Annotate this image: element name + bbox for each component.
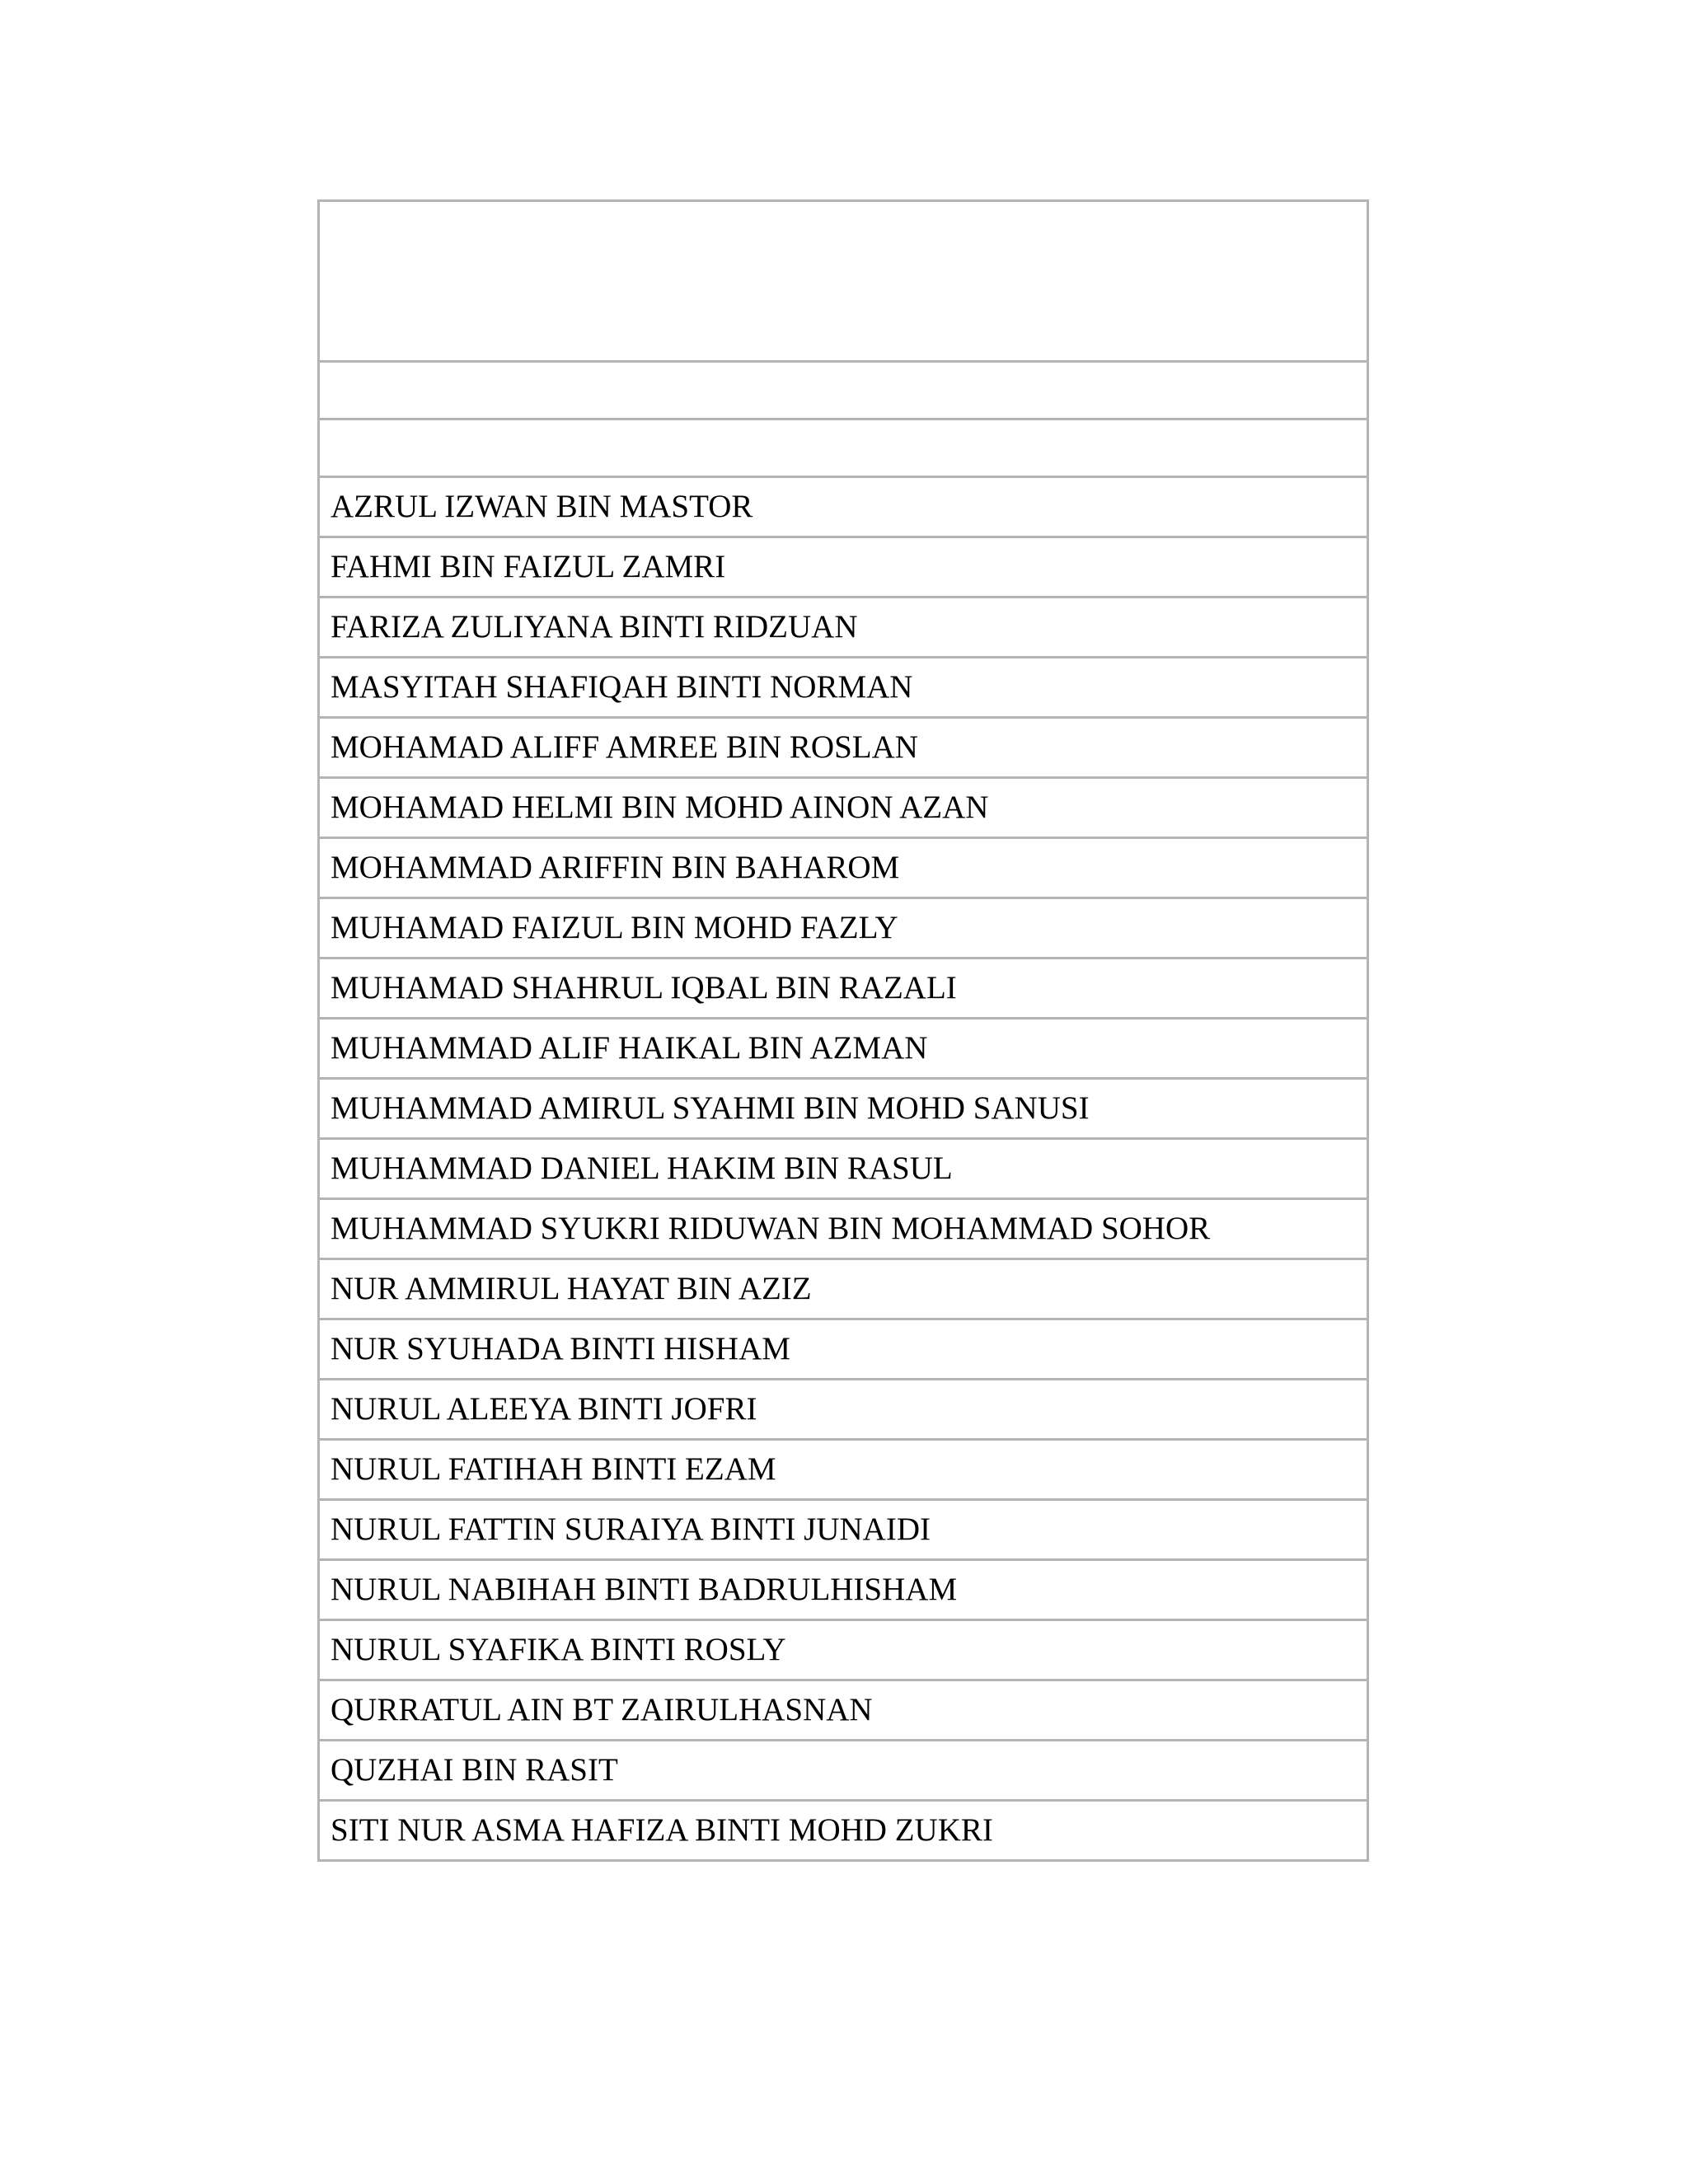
name-cell: NURUL FATIHAH BINTI EZAM	[319, 1440, 1368, 1500]
name-row	[319, 1741, 1368, 1801]
name-row	[319, 718, 1368, 778]
name-cell: NURUL ALEEYA BINTI JOFRI	[319, 1380, 1368, 1440]
name-cell: MASYITAH SHAFIQAH BINTI NORMAN	[319, 658, 1368, 718]
name-cell: NUR AMMIRUL HAYAT BIN AZIZ	[319, 1259, 1368, 1319]
name-cell: MUHAMAD FAIZUL BIN MOHD FAZLY	[319, 898, 1368, 958]
name-row	[319, 1801, 1368, 1861]
name-row	[319, 958, 1368, 1019]
name-row	[319, 1500, 1368, 1560]
name-cell: MUHAMMAD DANIEL HAKIM BIN RASUL	[319, 1139, 1368, 1199]
name-cell: QUZHAI BIN RASIT	[319, 1741, 1368, 1801]
name-row	[319, 778, 1368, 838]
name-row	[319, 1079, 1368, 1139]
name-row	[319, 658, 1368, 718]
blank-header-cell	[319, 201, 1368, 362]
blank-cell	[319, 362, 1368, 419]
name-row	[319, 838, 1368, 898]
name-row	[319, 1620, 1368, 1680]
name-cell: NURUL NABIHAH BINTI BADRULHISHAM	[319, 1560, 1368, 1620]
name-cell: MOHAMAD ALIFF AMREE BIN ROSLAN	[319, 718, 1368, 778]
name-cell: FAHMI BIN FAIZUL ZAMRI	[319, 537, 1368, 598]
blank-cell	[319, 419, 1368, 477]
name-row	[319, 537, 1368, 598]
blank-row	[319, 362, 1368, 419]
name-cell: FARIZA ZULIYANA BINTI RIDZUAN	[319, 598, 1368, 658]
name-row	[319, 898, 1368, 958]
name-row	[319, 1560, 1368, 1620]
name-row	[319, 1019, 1368, 1079]
name-list-body	[319, 201, 1368, 1861]
name-cell: MUHAMMAD AMIRUL SYAHMI BIN MOHD SANUSI	[319, 1079, 1368, 1139]
blank-row	[319, 419, 1368, 477]
name-row	[319, 1380, 1368, 1440]
name-row	[319, 1139, 1368, 1199]
name-cell: MUHAMMAD ALIF HAIKAL BIN AZMAN	[319, 1019, 1368, 1079]
name-cell: QURRATUL AIN BT ZAIRULHASNAN	[319, 1680, 1368, 1741]
name-row	[319, 1440, 1368, 1500]
name-cell: SITI NUR ASMA HAFIZA BINTI MOHD ZUKRI	[319, 1801, 1368, 1861]
name-row	[319, 1680, 1368, 1741]
name-row	[319, 477, 1368, 537]
name-row	[319, 1319, 1368, 1380]
name-list-table	[317, 199, 1369, 1862]
blank-header-row	[319, 201, 1368, 362]
name-row	[319, 1199, 1368, 1259]
name-cell: MOHAMMAD ARIFFIN BIN BAHAROM	[319, 838, 1368, 898]
name-row	[319, 1259, 1368, 1319]
name-cell: MUHAMMAD SYUKRI RIDUWAN BIN MOHAMMAD SOHOR	[319, 1199, 1368, 1259]
name-cell: NURUL SYAFIKA BINTI ROSLY	[319, 1620, 1368, 1680]
name-cell: NURUL FATTIN SURAIYA BINTI JUNAIDI	[319, 1500, 1368, 1560]
name-cell: MUHAMAD SHAHRUL IQBAL BIN RAZALI	[319, 958, 1368, 1019]
name-cell: MOHAMAD HELMI BIN MOHD AINON AZAN	[319, 778, 1368, 838]
name-cell: NUR SYUHADA BINTI HISHAM	[319, 1319, 1368, 1380]
name-cell: AZRUL IZWAN BIN MASTOR	[319, 477, 1368, 537]
name-row	[319, 598, 1368, 658]
